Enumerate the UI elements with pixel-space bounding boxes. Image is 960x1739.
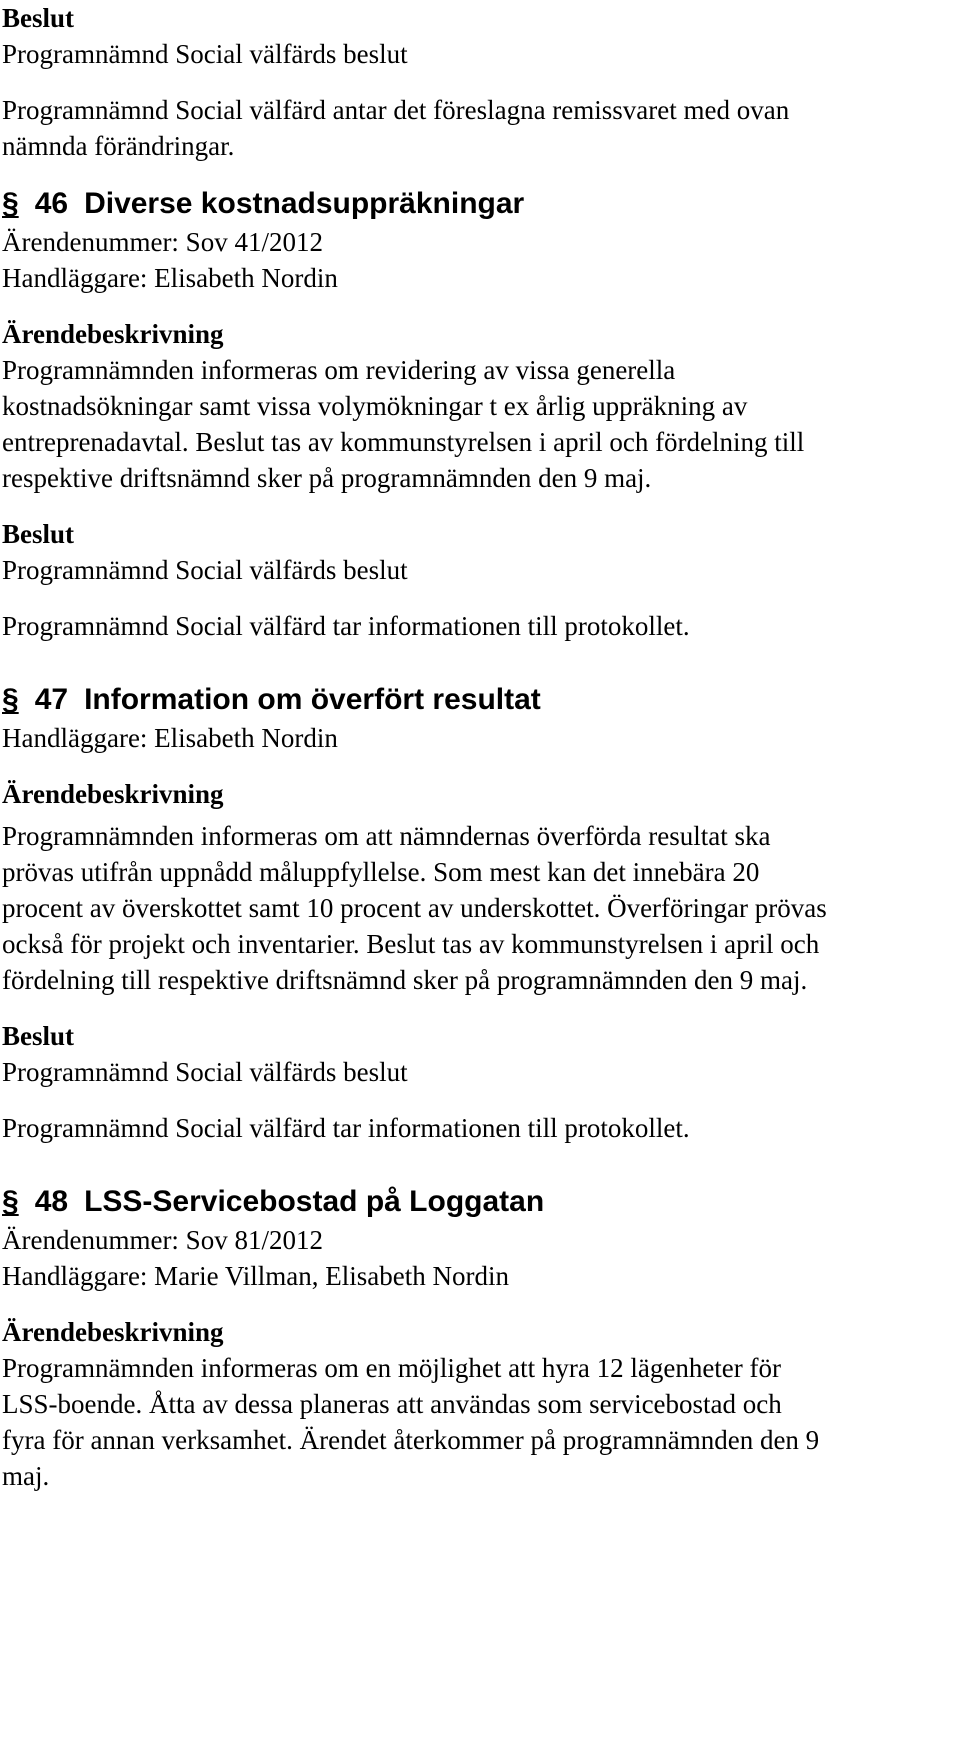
description-line: maj. [2,1461,50,1491]
description-line: procent av överskottet samt 10 procent av underskottet. Överföringar prövas [2,893,827,923]
case-number: Ärendenummer: Sov 81/2012 [2,1225,323,1255]
section-number: 46 [34,187,69,220]
beslut-heading: Beslut [2,1021,75,1051]
beslut-heading: Beslut [2,3,75,33]
beslut-text-line: Programnämnd Social välfärd tar informationen till protokollet. [2,1113,690,1143]
description-line: prövas utifrån uppnådd måluppfyllelse. Som mest kan det innebära 20 [2,857,760,887]
section-46 [2,184,958,644]
section-title: Diverse kostnadsuppräkningar [84,187,525,220]
beslut-text-line: Programnämnd Social välfärd tar informationen till protokollet. [2,611,690,641]
section-48 [2,1182,958,1494]
section-46-heading [2,184,958,224]
beslut-heading: Beslut [2,519,75,549]
description-line: respektive driftsnämnd sker på programnämnden den 9 maj. [2,463,652,493]
beslut-subheading: Programnämnd Social välfärds beslut [2,1057,408,1087]
paragraph-sign-icon: § [2,683,19,716]
description-line: entreprenadavtal. Beslut tas av kommunstyrelsen i april och fördelning till [2,427,805,457]
paragraph-sign-icon: § [2,1185,19,1218]
section-title: Information om överfört resultat [84,683,541,716]
case-handler: Handläggare: Elisabeth Nordin [2,263,338,293]
description-line: också för projekt och inventarier. Beslut tas av kommunstyrelsen i april och [2,929,820,959]
section-47-heading [2,680,958,720]
section-number: 47 [34,683,69,716]
description-line: Programnämnden informeras om revidering av vissa generella [2,355,676,385]
description-line: Programnämnden informeras om en möjlighet att hyra 12 lägenheter för [2,1353,782,1383]
beslut-text-line: Programnämnd Social välfärd antar det föreslagna remissvaret med ovan [2,95,790,125]
description-line: kostnadsökningar samt vissa volymökningar t ex årlig uppräkning av [2,391,748,421]
description-heading: Ärendebeskrivning [2,1317,224,1347]
description-line: fördelning till respektive driftsnämnd sker på programnämnden den 9 maj. [2,965,808,995]
beslut-text-line: nämnda förändringar. [2,131,235,161]
section-title: LSS-Servicebostad på Loggatan [84,1185,545,1218]
beslut-subheading: Programnämnd Social välfärds beslut [2,39,408,69]
description-heading: Ärendebeskrivning [2,319,224,349]
case-handler: Handläggare: Elisabeth Nordin [2,723,338,753]
case-number: Ärendenummer: Sov 41/2012 [2,227,323,257]
description-line: Programnämnden informeras om att nämndernas överförda resultat ska [2,821,771,851]
document-page [2,0,958,1494]
case-handler: Handläggare: Marie Villman, Elisabeth Nordin [2,1261,509,1291]
description-heading: Ärendebeskrivning [2,779,224,809]
section-48-heading [2,1182,958,1222]
beslut-subheading: Programnämnd Social välfärds beslut [2,555,408,585]
section-number: 48 [34,1185,69,1218]
paragraph-sign-icon: § [2,187,19,220]
description-line: fyra för annan verksamhet. Ärendet återkommer på programnämnden den 9 [2,1425,820,1455]
section-47 [2,680,958,1146]
description-line: LSS-boende. Åtta av dessa planeras att användas som servicebostad och [2,1389,782,1419]
